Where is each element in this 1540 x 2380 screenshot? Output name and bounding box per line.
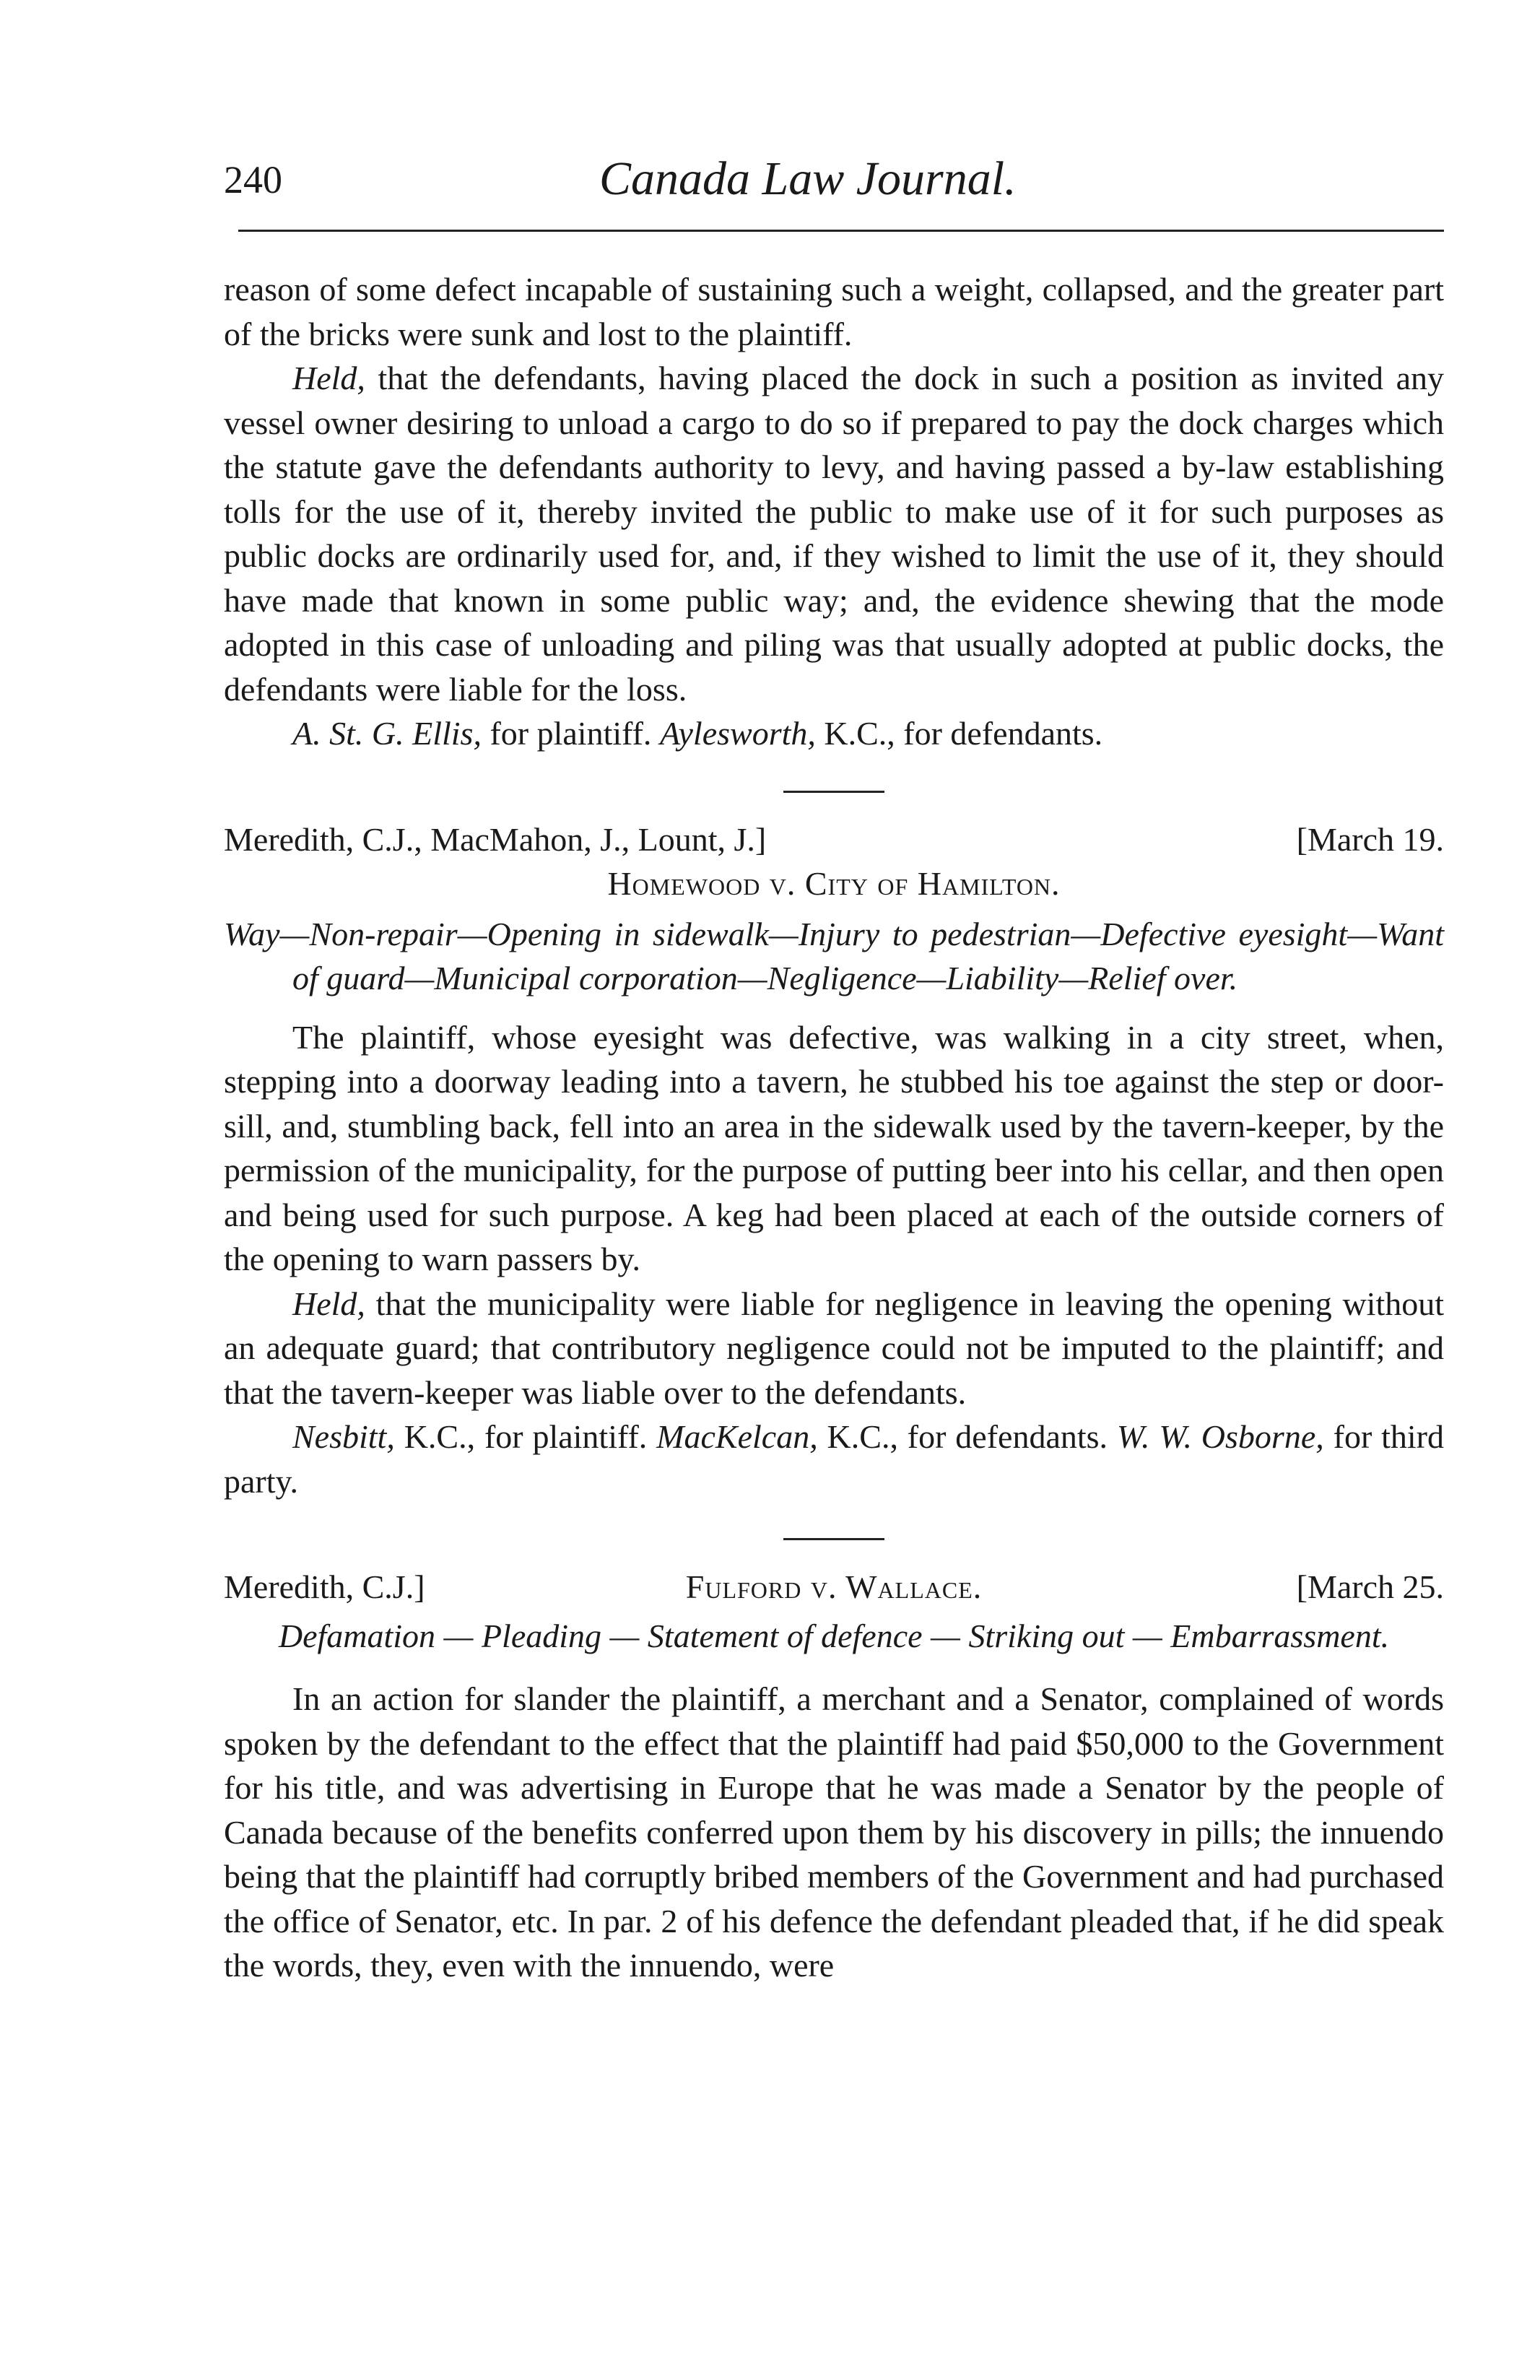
section-divider (783, 1538, 884, 1540)
held-label: Held, (292, 360, 365, 396)
judges: Meredith, C.J., MacMahon, J., Lount, J.] (224, 820, 767, 858)
section-divider (783, 791, 884, 793)
facts-paragraph: The plaintiff, whose eyesight was defective, was walking in a city street, when, stepping into a doorway leading into a tavern, he stubbed his toe against the step or door-sill, and, stumbling back, fell into an area in the sidewalk used by the tavern-keeper, by the permission of the municipality, for the purpose of putting beer into his cellar, and then open and being used for such purpose. A keg had been placed at each of the outside corners of the opening to warn passers by. (224, 1018, 1444, 1277)
judges: Meredith, C.J.] (224, 1568, 425, 1605)
page-header (224, 144, 1444, 217)
case-header (224, 1565, 1444, 1610)
header-rule (238, 230, 1444, 232)
facts-paragraph: In an action for slander the plaintiff, a merchant and a Senator, complained of words spoken by the defendant to the effect that the plaintiff had paid $50,000 to the Government for his title, and was advertising in Europe that he was made a Senator by the people of Canada because of the benefits conferred upon them by his discovery in pills; the innuendo being that the plaintiff had corruptly bribed members of the Government and had purchased the office of Senator, etc. In par. 2 of his defence the defendant pleaded that, if he did speak the words, they, even with the innuendo, were (224, 1680, 1444, 1984)
headnote: Way—Non-repair—Opening in sidewalk—Injury to pedestrian—Defective eyesight—Want of guard—Municipal corporation—Negligence—Liability—Relief over. (224, 915, 1444, 996)
case-title: Homewood v. City of Hamilton. (607, 865, 1061, 902)
counsel-role: K.C., for defendants. (815, 715, 1103, 752)
continued-paragraph: reason of some defect incapable of sustaining such a weight, collapsed, and the greater part of the bricks were sunk and lost to the plaintiff. (224, 271, 1444, 352)
counsel-line (224, 711, 1444, 756)
counsel-role: K.C., for plaintiff. (394, 1418, 657, 1455)
headnote: Defamation — Pleading — Statement of defence — Striking out — Embarrassment. (278, 1617, 1390, 1654)
decision-date: [March 19. (1296, 820, 1444, 858)
held-paragraph (224, 356, 1444, 711)
case-header (224, 817, 1444, 862)
held-text: that the municipality were liable for negligence in leaving the opening without an adequate guard; that contributory negligence could not be imputed to the plaintiff; and that the tavern-keeper was liable over to the defendants. (224, 1285, 1444, 1411)
held-paragraph (224, 1282, 1444, 1415)
counsel-name: A. St. G. Ellis, (292, 715, 482, 752)
held-label: Held, (292, 1285, 365, 1322)
case-title: Fulford v. Wallace. (685, 1568, 983, 1605)
running-title: Canada Law Journal. (599, 152, 1017, 205)
counsel-role: for plaintiff. (481, 715, 660, 752)
journal-page (224, 144, 1444, 1984)
page-number: 240 (224, 158, 282, 201)
counsel-role: K.C., for defendants. (817, 1418, 1117, 1455)
counsel-role: for third party. (224, 1418, 1444, 1500)
counsel-line (224, 1415, 1444, 1503)
counsel-name: MacKelcan, (656, 1418, 818, 1455)
decision-date: [March 25. (1296, 1568, 1444, 1605)
held-text: that the defendants, having placed the dock in such a position as invited any vessel owner desiring to unload a cargo to do so if prepared to pay the dock charges which the statute gave the defendants authority to levy, and having passed a by-law establishing tolls for the use of it, thereby invited the public to make use of it for such purposes as public docks are ordinarily used for, and, if they wished to limit the use of it, they should have made that known in some public way; and, the evidence shewing that the mode adopted in this case of unloading and piling was that usually adopted at public docks, the defendants were liable for the loss. (224, 360, 1444, 708)
counsel-name: Nesbitt, (292, 1418, 395, 1455)
page-content (224, 267, 1444, 1988)
counsel-name: Aylesworth, (659, 715, 816, 752)
counsel-name: W. W. Osborne, (1116, 1418, 1324, 1455)
